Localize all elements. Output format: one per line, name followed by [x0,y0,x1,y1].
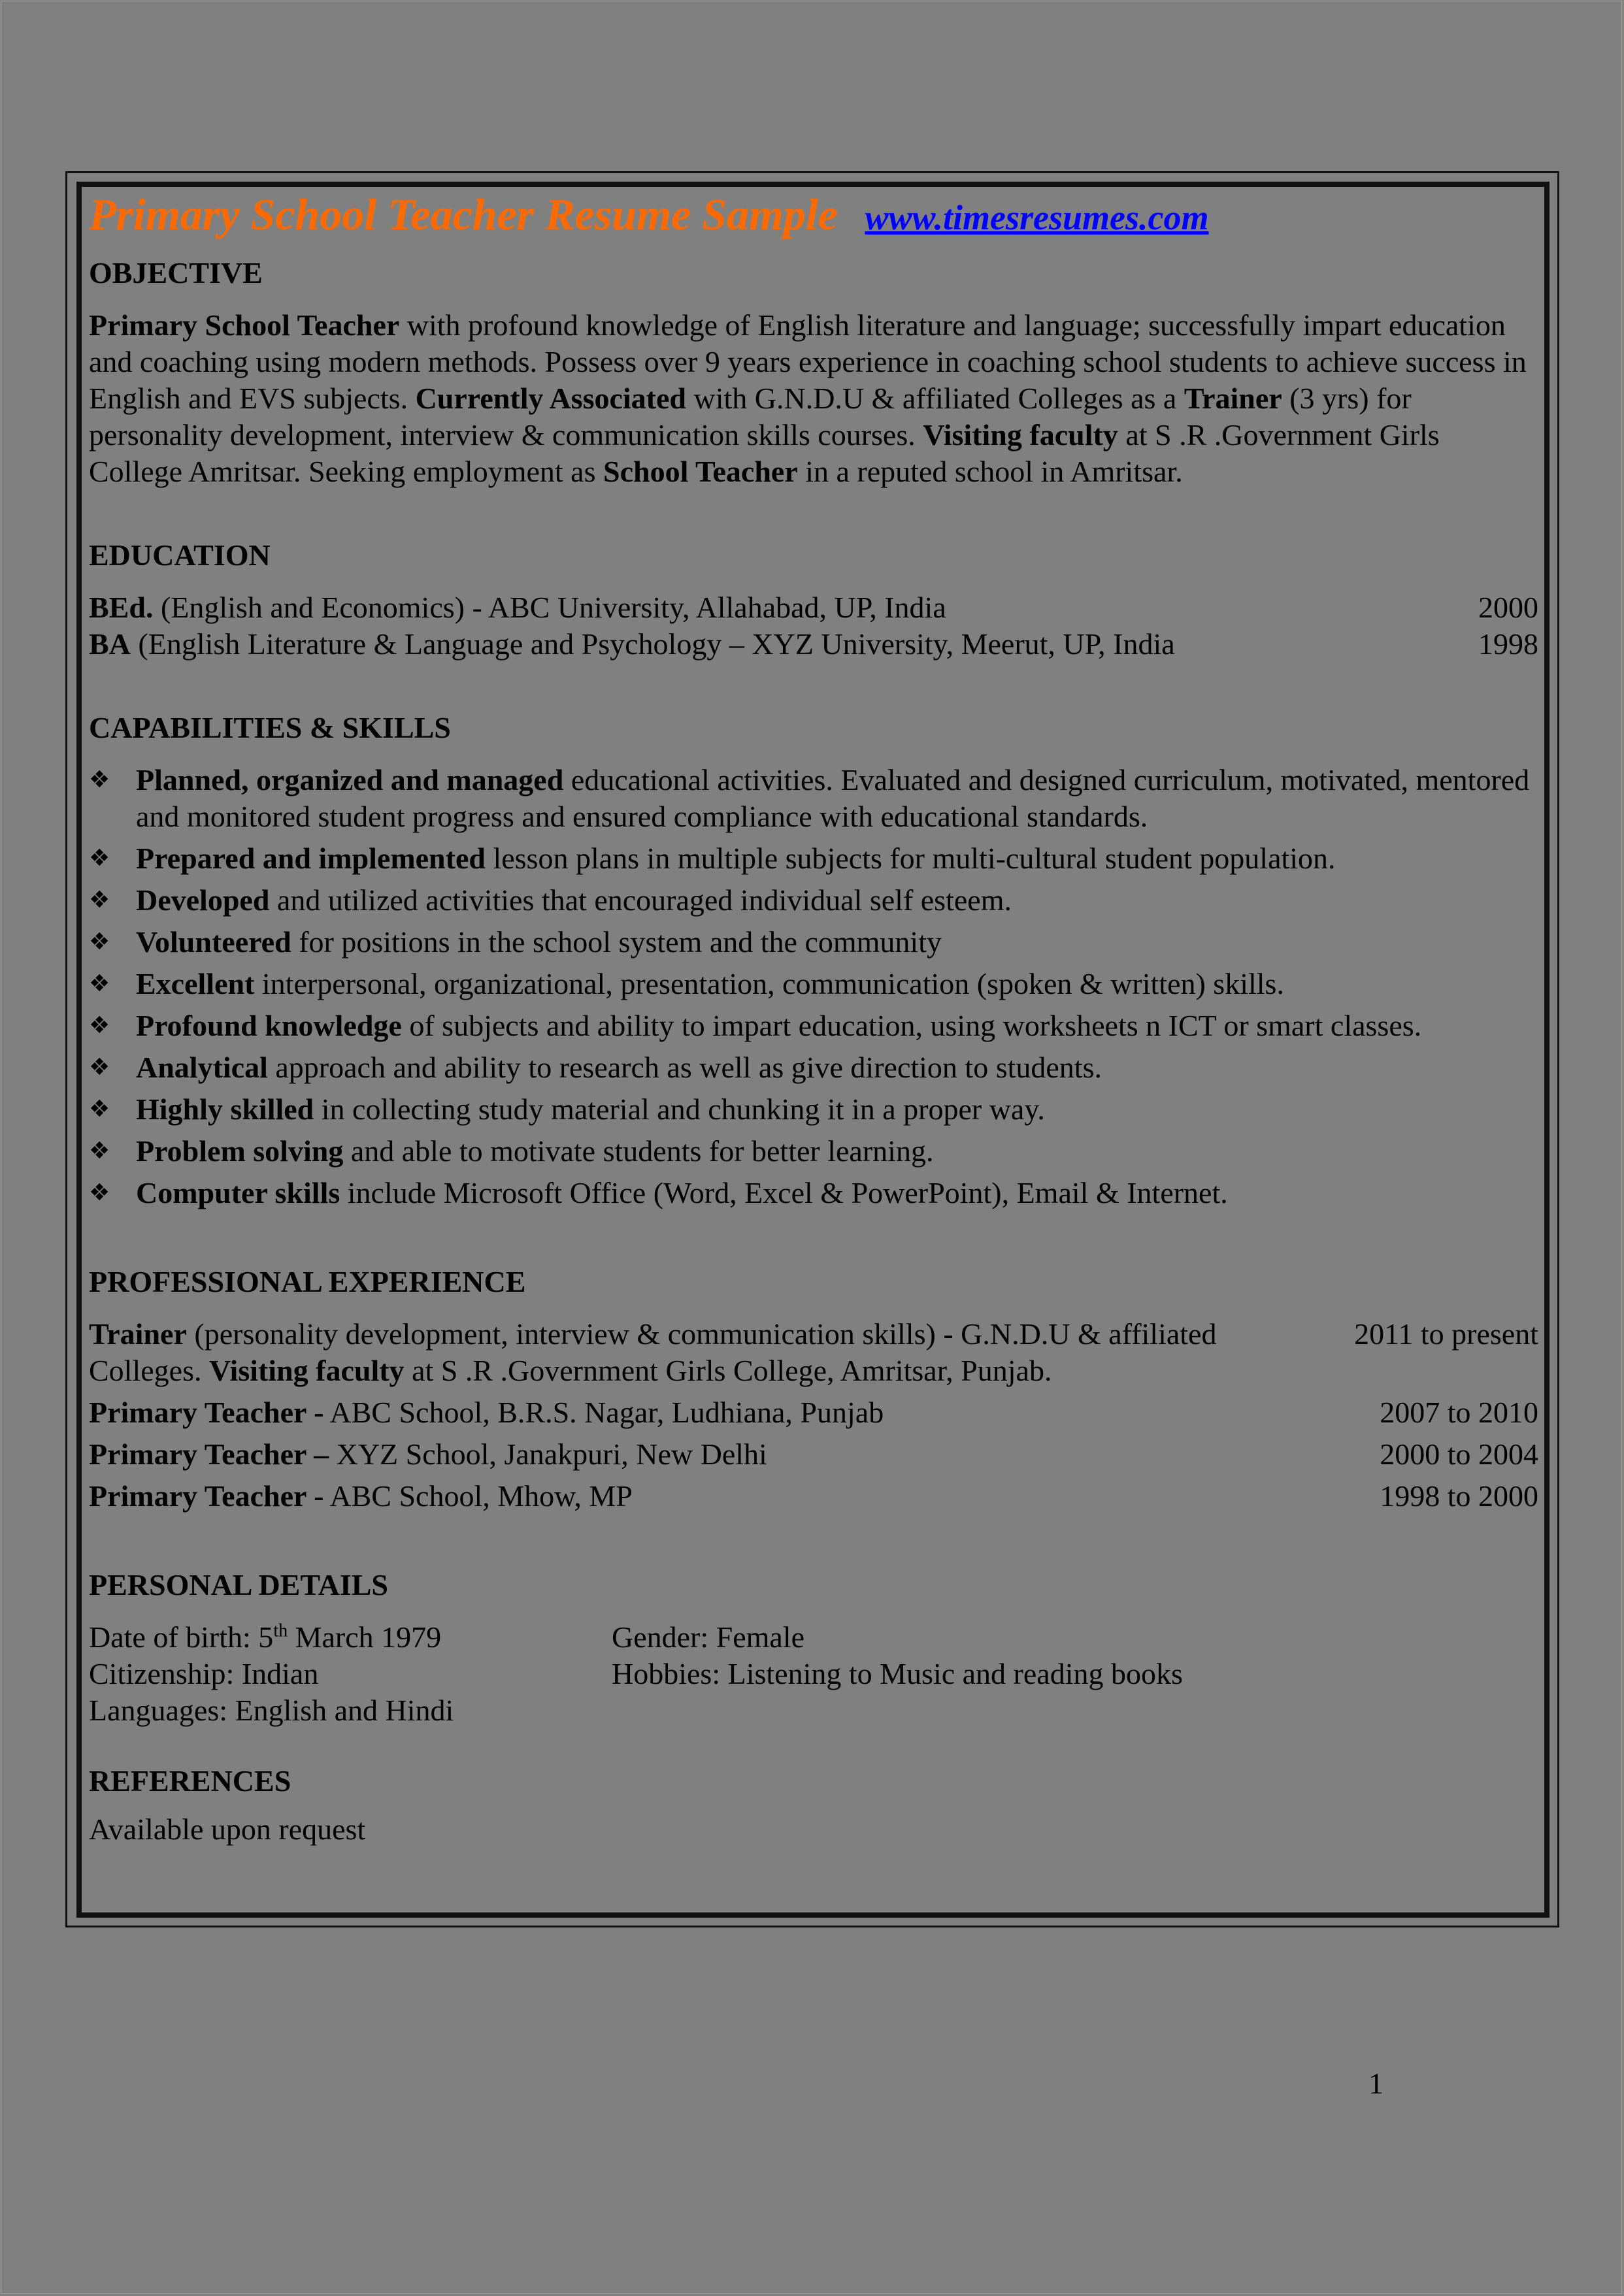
experience-heading: PROFESSIONAL EXPERIENCE [89,1265,526,1298]
objective-heading: OBJECTIVE [89,256,263,289]
list-item [89,1049,1538,1086]
experience-row [89,1436,1538,1473]
skill-text: for positions in the school system and the community [291,925,942,959]
skill-bold: Computer skills [136,1176,340,1209]
experience-role: Primary Teacher - [89,1396,324,1429]
education-heading: EDUCATION [89,538,271,572]
experience-detail: G.N.D.U & affiliated Colleges. [89,1317,1217,1387]
objective-bold: Trainer [1184,382,1282,415]
experience-detail: (personality development, interview & communication skills) [186,1317,944,1351]
references-heading: REFERENCES [89,1764,291,1797]
experience-years: 1998 to 2000 [1380,1479,1538,1513]
experience-row [89,1316,1538,1389]
objective-bold: Currently Associated [415,382,686,415]
list-item [89,1133,1538,1170]
skill-text: and able to motivate students for better learning. [343,1134,934,1168]
experience-detail: ABC School, Mhow, MP [323,1479,633,1513]
list-item [89,1091,1538,1128]
list-item [89,966,1538,1002]
skill-bold: Planned, organized and managed [136,763,564,796]
list-item [89,882,1538,919]
citizenship: Citizenship: Indian [89,1657,319,1690]
diamond-bullet-icon: ❖ [89,845,110,872]
personal-details [89,1619,1538,1729]
diamond-bullet-icon: ❖ [89,1054,110,1081]
education-year: 1998 [1478,627,1538,661]
experience-years: 2007 to 2010 [1380,1396,1538,1429]
skill-text: in collecting study material and chunking it in a proper way. [314,1092,1045,1126]
skill-bold: Profound knowledge [136,1009,402,1042]
website-link[interactable]: www.timesresumes.com [865,198,1209,237]
experience-years: 2011 to present [1354,1317,1538,1351]
experience-years: 2000 to 2004 [1380,1437,1538,1471]
page-title: Primary School Teacher Resume Sample [89,189,838,239]
skill-text: include Microsoft Office (Word, Excel & PowerPoint), Email & Internet. [340,1176,1228,1209]
skill-bold: Volunteered [136,925,291,959]
education-row [89,589,1538,626]
diamond-bullet-icon: ❖ [89,1179,110,1206]
objective-span: in a reputed school in Amritsar. [797,455,1183,488]
dob-rest: March 1979 [288,1620,442,1654]
experience-role: Trainer [89,1317,187,1351]
list-item [89,924,1538,960]
experience-row [89,1394,1538,1431]
objective-bold: Visiting faculty [923,418,1118,451]
hobbies: Hobbies: Listening to Music and reading books [612,1657,1183,1690]
objective-span: with G.N.D.U & affiliated Colleges as a [686,382,1184,415]
resume-content [89,189,1538,1848]
dob-label: Date of birth: 5 [89,1620,274,1654]
experience-detail: at S .R .Government Girls College, Amritsar, Punjab. [404,1354,1052,1387]
skill-bold: Problem solving [136,1134,344,1168]
page-number: 1 [1368,2067,1384,2100]
education-year: 2000 [1478,591,1538,624]
experience-detail: ABC School, B.R.S. Nagar, Ludhiana, Punjab [323,1396,884,1429]
list-item [89,1175,1538,1211]
education-degree: BEd. [89,591,154,624]
skill-bold: Excellent [136,967,255,1000]
list-item [89,840,1538,877]
education-detail: (English Literature & Language and Psychology – XYZ University, Meerut, UP, India [130,627,1175,661]
dob-sup: th [273,1620,288,1641]
skill-bold: Prepared and implemented [136,842,486,875]
diamond-bullet-icon: ❖ [89,928,110,955]
skill-text: of subjects and ability to impart education, using worksheets n ICT or smart classes. [401,1009,1422,1042]
experience-role: Primary Teacher - [89,1479,324,1513]
education-detail: (English and Economics) - ABC University, Allahabad, UP, India [153,591,946,624]
title-row [89,189,1538,255]
skill-text: and utilized activities that encouraged individual self esteem. [269,883,1012,917]
skill-text: educational activities. Evaluated and designed curriculum, motivated, mentored and monitored student progress and ensured compliance with educational standards. [136,763,1530,833]
skill-text: lesson plans in multiple subjects for multi-cultural student population. [485,842,1336,875]
objective-span: at S .R .Government Girls College Amritsar. Seeking employment as [89,418,1440,488]
diamond-bullet-icon: ❖ [89,887,110,913]
objective-span: with profound knowledge of English literature and language; successfully impart education and coaching using modern methods. Possess over 9 years experience in coaching school students to achieve success in English and EVS subjects. [89,308,1527,415]
experience-detail: XYZ School, Janakpuri, New Delhi [329,1437,767,1471]
diamond-bullet-icon: ❖ [89,1096,110,1123]
gender: Gender: Female [612,1620,805,1654]
objective-bold: School Teacher [603,455,798,488]
skill-bold: Developed [136,883,270,917]
references-text: Available upon request [89,1812,366,1846]
skills-list [89,762,1538,1211]
diamond-bullet-icon: ❖ [89,1012,110,1039]
education-degree: BA [89,627,131,661]
education-row [89,626,1538,663]
dob [89,1619,612,1656]
skill-text: approach and ability to research as well as give direction to students. [267,1051,1102,1084]
diamond-bullet-icon: ❖ [89,766,110,793]
skill-bold: Highly skilled [136,1092,314,1126]
languages: Languages: English and Hindi [89,1694,454,1727]
skills-heading: CAPABILITIES & SKILLS [89,711,451,744]
experience-role: Primary Teacher – [89,1437,329,1471]
experience-role: Visiting faculty [208,1354,405,1387]
experience-dash: - [943,1317,953,1351]
objective-span: (3 yrs) for personality development, interview & communication skills courses. [89,382,1412,451]
experience-row [89,1478,1538,1515]
diamond-bullet-icon: ❖ [89,1138,110,1164]
list-item [89,762,1538,835]
list-item [89,1008,1538,1044]
objective-bold: Primary School Teacher [89,308,400,342]
personal-heading: PERSONAL DETAILS [89,1568,389,1601]
skill-text: interpersonal, organizational, presentation, communication (spoken & written) skills. [254,967,1284,1000]
skill-bold: Analytical [136,1051,268,1084]
objective-text [89,307,1538,490]
diamond-bullet-icon: ❖ [89,970,110,997]
